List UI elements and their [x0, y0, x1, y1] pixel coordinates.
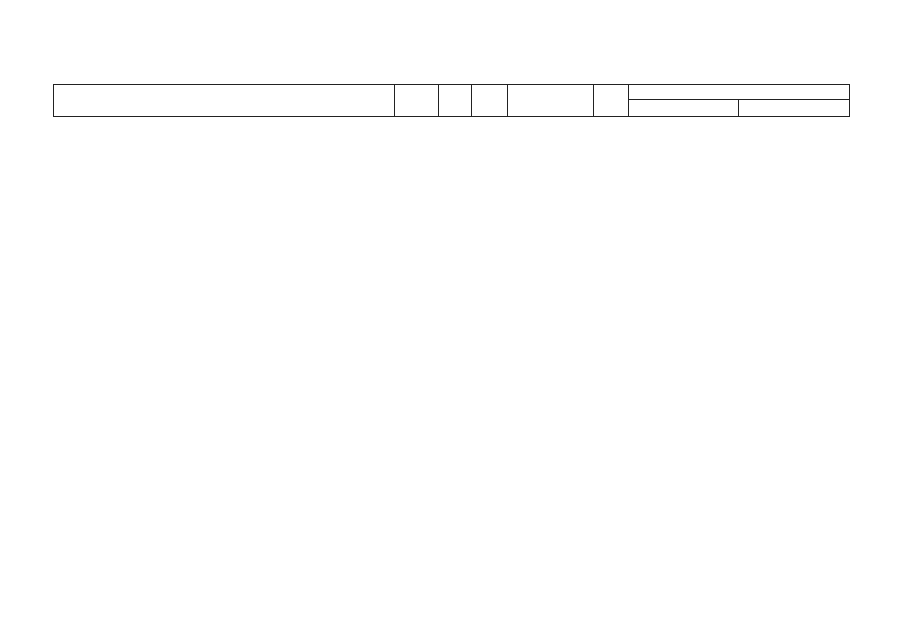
header-rz: [439, 85, 472, 116]
header-name: [54, 85, 395, 116]
header-planned-period-label: [629, 85, 849, 100]
table-header: [53, 84, 850, 117]
header-min: [395, 85, 439, 116]
header-planned-period: [629, 85, 849, 116]
header-vr: [594, 85, 629, 116]
header-csr: [508, 85, 594, 116]
header-year-2014: [629, 100, 739, 116]
header-pr: [472, 85, 508, 116]
header-year-2015: [739, 100, 849, 116]
